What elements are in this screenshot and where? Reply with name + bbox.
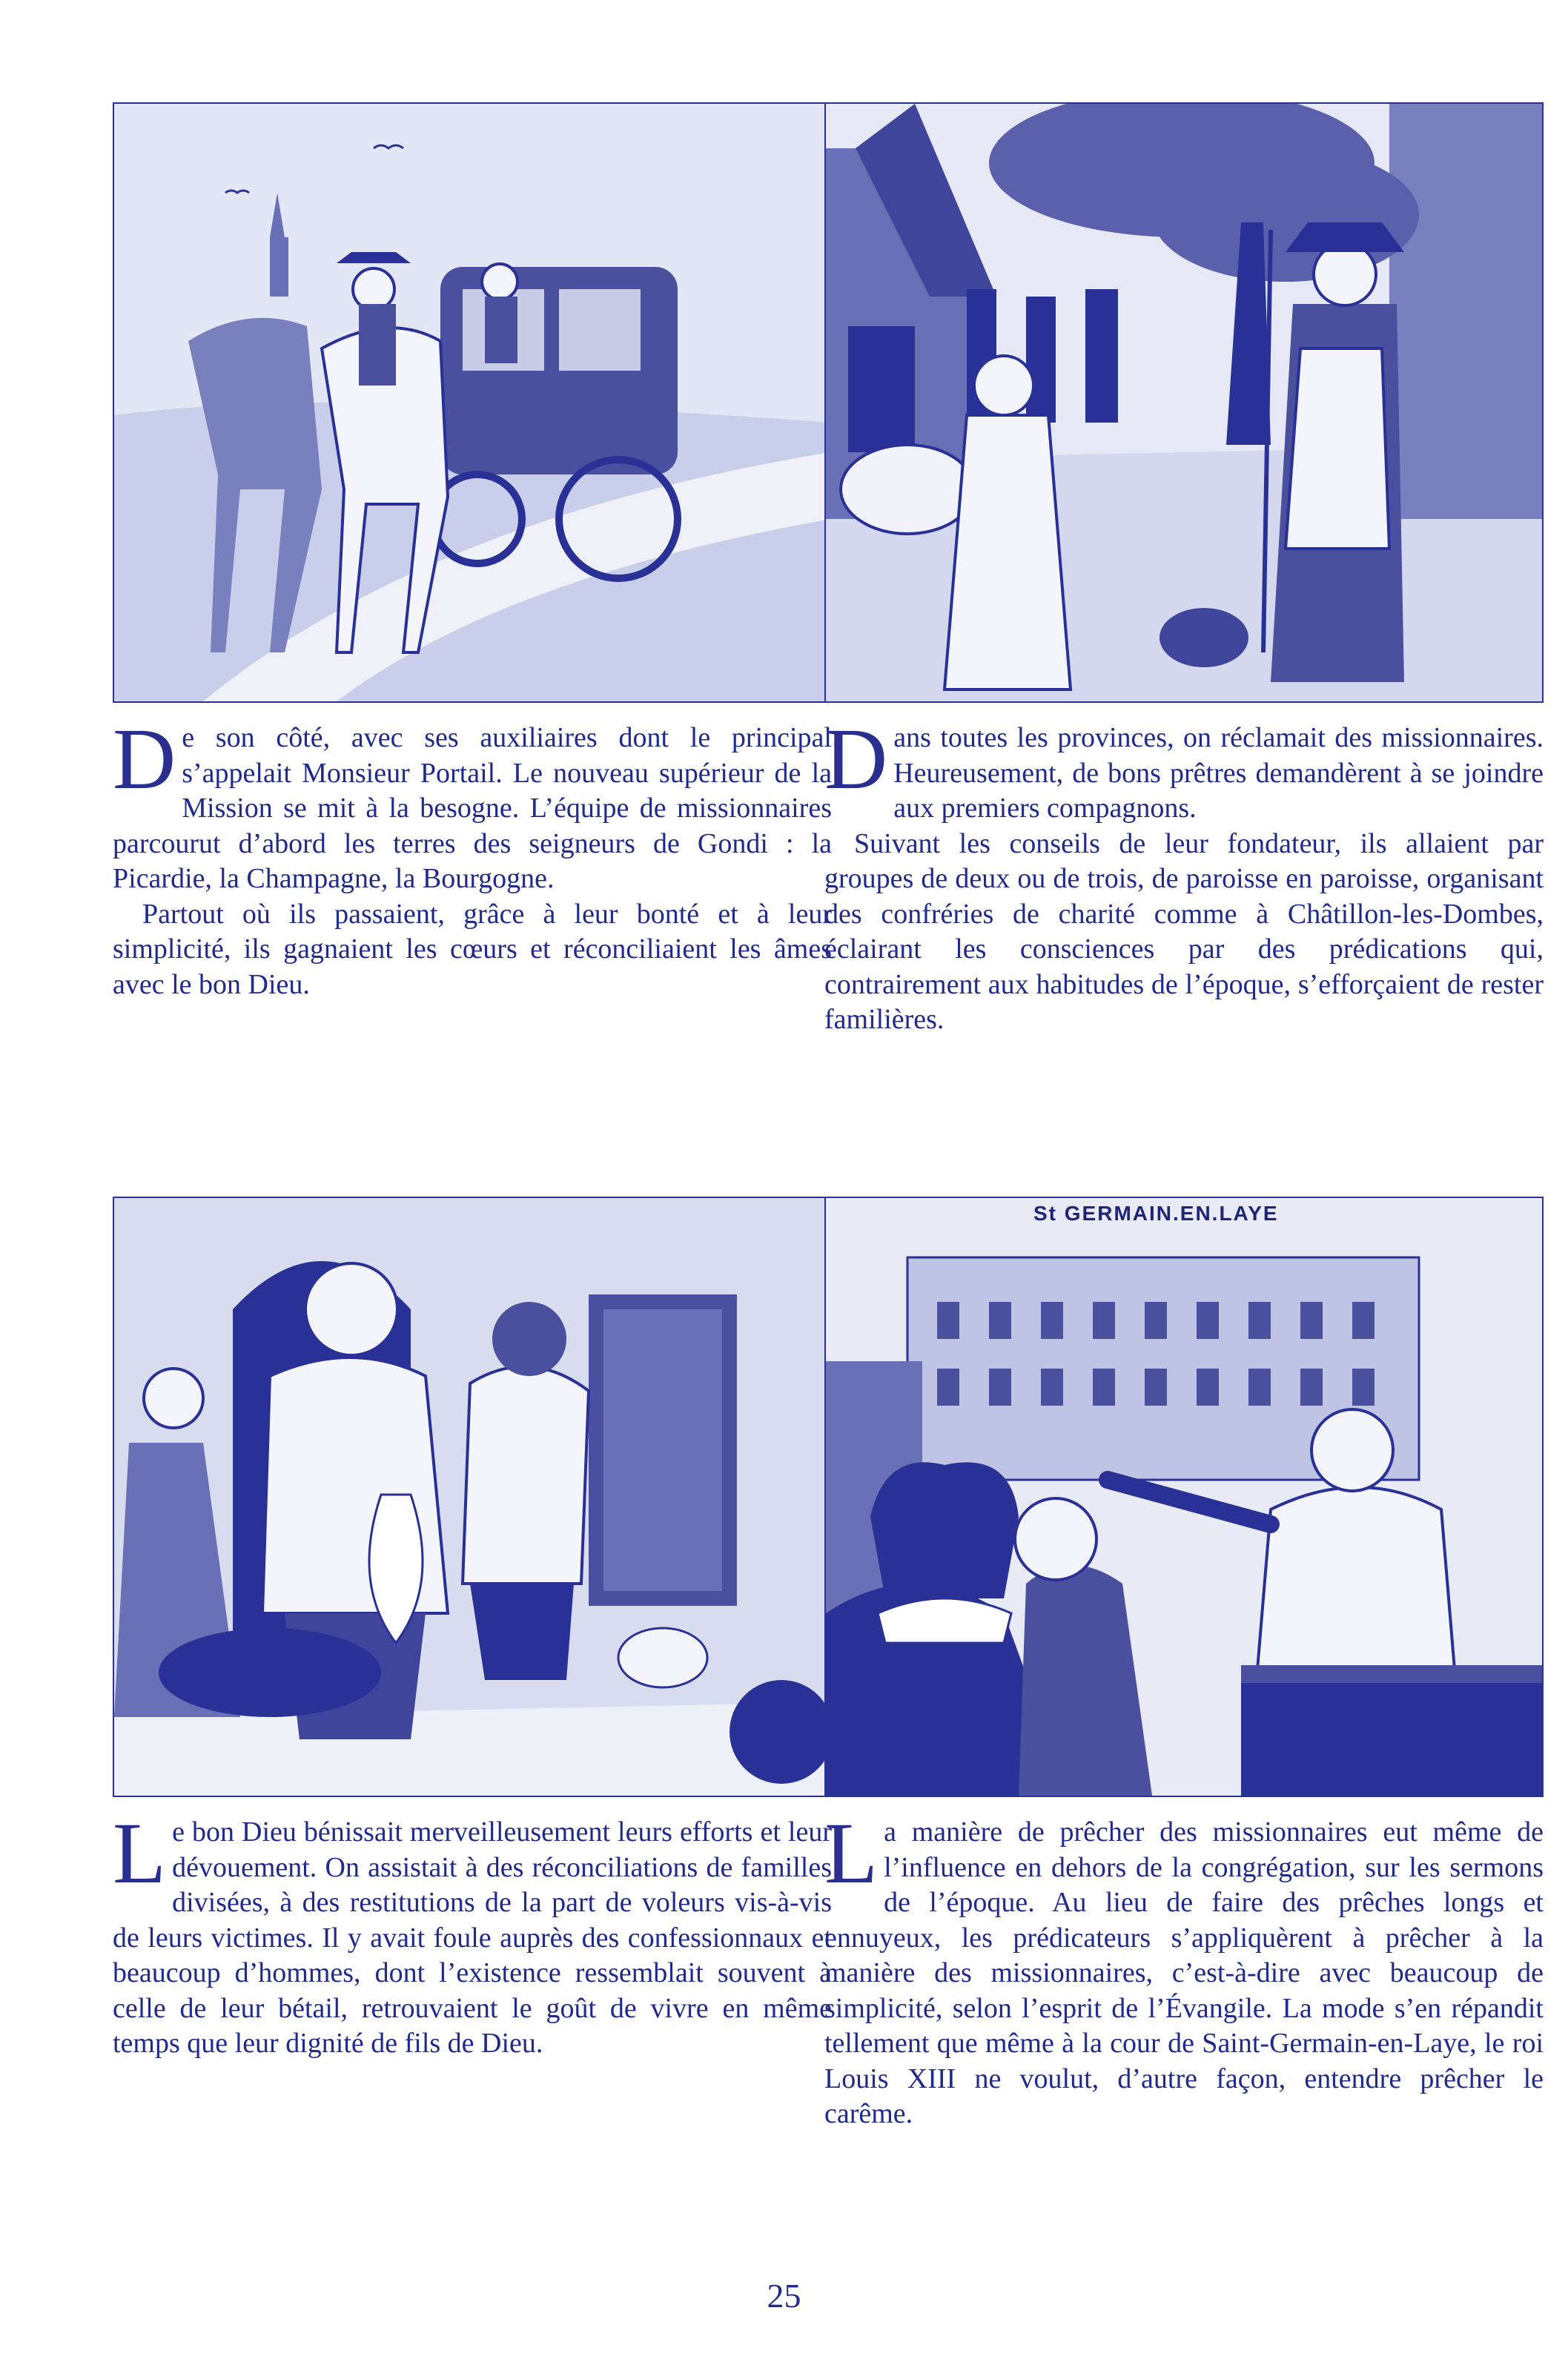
paragraph: e son côté, avec ses auxiliaires dont le principal s’appelait Monsieur Portail. Le nouveau supérieur de la Mission se mit à la besogne. L’équipe de missionnaires parcourut d’abord les terres des seigneurs de Gondi : la Picardie, la Champagne, la Bourgogne. — [113, 722, 832, 894]
panel-top-left — [113, 102, 832, 1002]
illustration-farm — [824, 102, 1544, 703]
dropcap: L — [113, 1805, 167, 1902]
dropcap: L — [824, 1805, 879, 1902]
dropcap: D — [824, 710, 888, 807]
paragraph: a manière de prêcher des missionnaires eut même de l’influence en dehors de la congrégation, sur les sermons de l’époque. Au lieu de faire des prêches longs et ennuyeux, les prédicateurs s’appliquèrent à prêcher à la manière des missionnaires, c’est-à-dire avec beaucoup de simplicité, selon l’esprit de l’Évangile. La mode s’en répandit tellement que même à la cour de Saint-Germain-en-Laye, le roi Louis XIII ne voulut, d’autre façon, entendre prêcher le carême. — [824, 1816, 1544, 2129]
panel-bottom-left — [113, 1197, 832, 2062]
panel-text — [824, 710, 1544, 1038]
panel-text — [113, 1805, 832, 2062]
dropcap: D — [113, 710, 176, 807]
page-number: 25 — [767, 2277, 801, 2315]
illustration-preaching — [824, 1197, 1544, 1797]
paragraph: Suivant les conseils de leur fondateur, ils allaient par groupes de deux ou de trois, de paroisse en paroisse, organisant des confréries de charité comme à Châtillon-les-Dombes, éclairant les consciences par des prédications qui, contrairement aux habitudes de l’époque, s’efforçaient de rester familières. — [824, 827, 1544, 1035]
paragraph: Partout où ils passaient, grâce à leur bonté et à leur simplicité, ils gagnaient les cœurs et réconciliaient les âmes avec le bon Dieu. — [113, 898, 832, 1000]
panel-bottom-right — [824, 1197, 1544, 2132]
location-sign: St GERMAIN.EN.LAYE — [1033, 1202, 1279, 1225]
panel-text — [824, 1805, 1544, 2132]
panel-top-right — [824, 102, 1544, 1038]
illustration-goose — [113, 1197, 832, 1797]
panel-text — [113, 710, 832, 1002]
paragraph: ans toutes les provinces, on réclamait des missionnaires. Heureusement, de bons prêtres demandèrent à se joindre aux premiers compagnons. — [893, 722, 1544, 824]
illustration-coach — [113, 102, 832, 703]
paragraph: e bon Dieu bénissait merveilleusement leurs efforts et leur dévouement. On assistait à des réconciliations de familles divisées, à des restitutions de la part de voleurs vis-à-vis de leurs victimes. Il y avait foule auprès des confessionnaux et beaucoup d’hommes, dont l’existence ressemblait souvent à celle de leur bétail, retrouvaient le goût de vivre en même temps que leur dignité de fils de Dieu. — [113, 1816, 832, 2059]
